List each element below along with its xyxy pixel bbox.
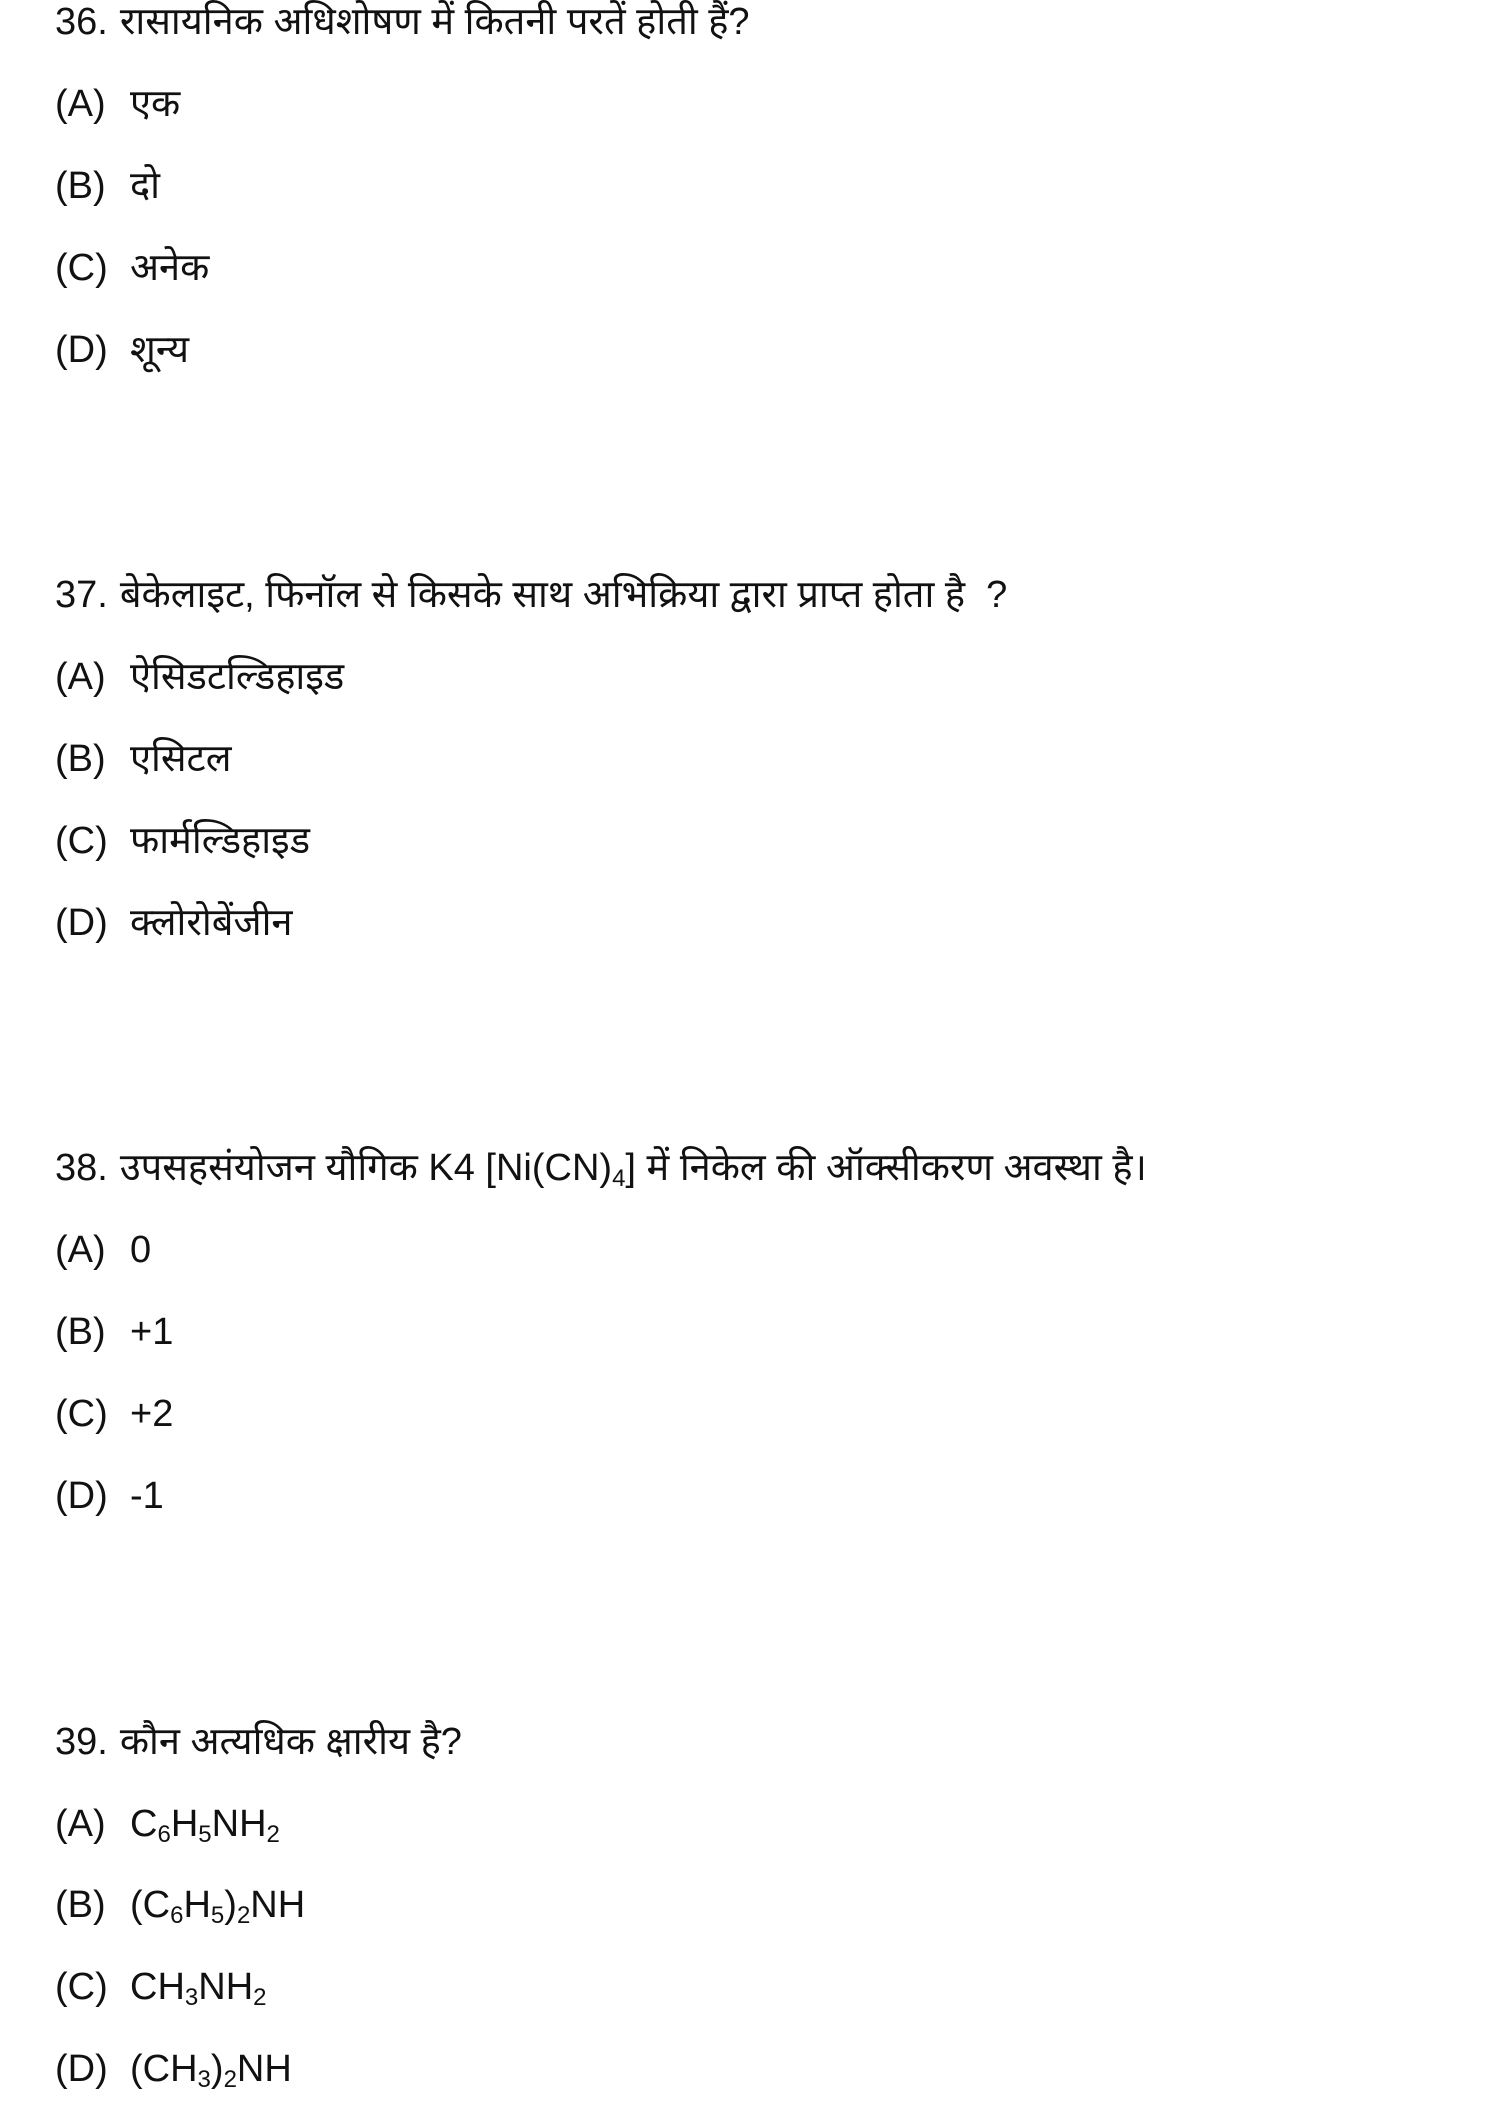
text-content xyxy=(130,1456,164,1538)
spacer xyxy=(55,391,1505,473)
text-run: H xyxy=(183,1884,211,1927)
question-text xyxy=(55,555,1505,637)
question-number: 38. xyxy=(55,1147,108,1190)
question-number: 39. xyxy=(55,1720,108,1763)
question-text xyxy=(55,1128,1505,1210)
text-run: शून्य xyxy=(130,328,190,371)
text-content xyxy=(130,64,180,146)
option-label: (C) xyxy=(55,246,108,289)
option xyxy=(55,64,1505,146)
text-run: NH xyxy=(236,2048,292,2091)
option-label: (B) xyxy=(55,1311,106,1354)
text-run: अनेक xyxy=(130,246,210,289)
text-content xyxy=(130,719,231,801)
option-label: (D) xyxy=(55,2048,108,2091)
spacer xyxy=(55,965,1505,1047)
text-run: कौन अत्यधिक क्षारीय है? xyxy=(119,1720,462,1763)
text-run: बेकेलाइट, फिनॉल से किसके साथ अभिक्रिया द्वारा प्राप्त होता है ? xyxy=(119,574,1008,617)
option-label: (A) xyxy=(55,82,106,125)
question-number: 36. xyxy=(55,1,108,43)
text-content xyxy=(130,1374,173,1456)
option xyxy=(55,2029,1505,2111)
subscript: 2 xyxy=(266,1820,280,1848)
spacer xyxy=(55,1047,1505,1129)
question-block xyxy=(55,1702,1505,2111)
option xyxy=(55,1947,1505,2029)
text-content xyxy=(130,146,160,228)
text-run: फार्मल्डिहाइड xyxy=(130,819,311,862)
option xyxy=(55,1210,1505,1292)
text-content xyxy=(130,1865,305,1947)
text-content xyxy=(120,1702,462,1784)
option xyxy=(55,883,1505,965)
text-run: रासायनिक अधिशोषण में कितनी परतें होती हैं? xyxy=(119,1,750,43)
question-block xyxy=(55,0,1505,391)
question-text xyxy=(55,1702,1505,1784)
subscript: 2 xyxy=(223,2066,237,2094)
question-sheet xyxy=(55,0,1505,2111)
text-content xyxy=(130,883,293,965)
text-run: (C xyxy=(130,1884,171,1927)
text-run: एसिटल xyxy=(130,738,232,781)
option-label: (C) xyxy=(55,1966,108,2009)
subscript: 2 xyxy=(253,1984,267,2012)
text-run: -1 xyxy=(130,1475,164,1518)
spacer xyxy=(55,1538,1505,1620)
text-content xyxy=(130,1947,267,2029)
option xyxy=(55,719,1505,801)
option xyxy=(55,637,1505,719)
text-run: ] में निकेल की ऑक्सीकरण अवस्था है। xyxy=(625,1147,1147,1190)
text-content xyxy=(130,2029,292,2111)
option-label: (A) xyxy=(55,1229,106,1272)
subscript: 3 xyxy=(197,2066,211,2094)
subscript: 5 xyxy=(210,1902,225,1930)
text-run: C xyxy=(130,1802,158,1845)
text-run: उपसहसंयोजन यौगिक K4 [Ni(CN) xyxy=(119,1147,613,1190)
text-content xyxy=(120,0,750,64)
text-run: NH xyxy=(198,1966,254,2009)
option-label: (D) xyxy=(55,1475,108,1518)
option-label: (A) xyxy=(55,656,106,699)
question-block xyxy=(55,1128,1505,1537)
text-run: +1 xyxy=(130,1311,174,1354)
text-run: दो xyxy=(130,164,161,207)
option-label: (B) xyxy=(55,1884,106,1927)
text-run: (CH xyxy=(130,2048,198,2091)
text-run: NH xyxy=(250,1884,306,1927)
text-content xyxy=(130,637,344,719)
option xyxy=(55,1456,1505,1538)
option xyxy=(55,228,1505,310)
subscript: 2 xyxy=(236,1902,251,1930)
option xyxy=(55,801,1505,883)
text-content xyxy=(120,1128,1147,1210)
option-label: (D) xyxy=(55,328,108,371)
option xyxy=(55,1865,1505,1947)
spacer xyxy=(55,473,1505,555)
text-run: +2 xyxy=(130,1393,174,1436)
subscript: 6 xyxy=(170,1902,184,1930)
text-content xyxy=(130,228,209,310)
text-run: CH xyxy=(130,1966,185,2009)
text-run: NH xyxy=(211,1802,267,1845)
text-content xyxy=(130,1784,280,1866)
option-label: (C) xyxy=(55,1393,108,1436)
text-content xyxy=(130,310,189,392)
text-run: ऐसिडटल्डिहाइड xyxy=(130,656,345,699)
question-number: 37. xyxy=(55,574,108,617)
option xyxy=(55,310,1505,392)
text-run: क्लोरोबेंजीन xyxy=(130,901,293,944)
text-run: 0 xyxy=(130,1229,152,1272)
text-run: ) xyxy=(224,1884,237,1927)
text-content xyxy=(130,1210,151,1292)
option xyxy=(55,1784,1505,1866)
subscript: 3 xyxy=(184,1984,199,2012)
subscript: 4 xyxy=(612,1165,626,1193)
text-run: H xyxy=(170,1802,199,1845)
text-content xyxy=(120,555,1007,637)
spacer xyxy=(55,1620,1505,1702)
option-label: (B) xyxy=(55,738,106,781)
text-content xyxy=(130,1292,173,1374)
option xyxy=(55,1374,1505,1456)
text-run: एक xyxy=(130,82,181,125)
question-block xyxy=(55,555,1505,964)
subscript: 6 xyxy=(157,1820,171,1848)
text-run: ) xyxy=(210,2048,224,2091)
option xyxy=(55,146,1505,228)
text-content xyxy=(130,801,310,883)
option-label: (A) xyxy=(55,1802,106,1845)
subscript: 5 xyxy=(198,1820,212,1848)
option-label: (D) xyxy=(55,901,108,944)
option-label: (B) xyxy=(55,164,106,207)
option xyxy=(55,1292,1505,1374)
question-text xyxy=(55,0,1505,64)
option-label: (C) xyxy=(55,819,108,862)
